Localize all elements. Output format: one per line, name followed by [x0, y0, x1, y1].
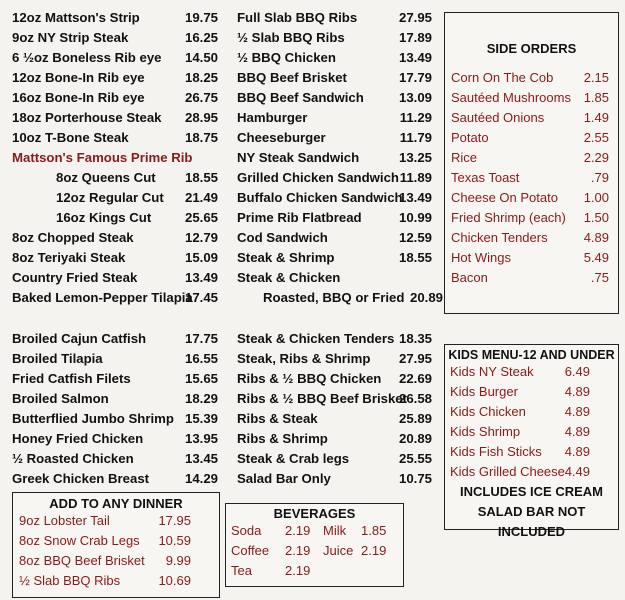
menu-item: Greek Chicken Breast 14.29 [12, 471, 218, 486]
menu-item: Country Fried Steak 13.49 [12, 270, 218, 285]
menu-item: Butterflied Jumbo Shrimp 15.39 [12, 411, 218, 426]
addon-item: 8oz Snow Crab Legs 10.59 [19, 533, 191, 548]
beverage-coffee-price: 2.19 [285, 543, 311, 558]
menu-item: 8oz Teriyaki Steak 15.09 [12, 250, 218, 265]
side-item: Bacon .75 [451, 270, 609, 285]
beverage-juice: Juice [323, 543, 354, 558]
side-orders-box [444, 12, 619, 314]
kids-note-salad-bar: SALAD BAR NOT INCLUDED [477, 504, 586, 539]
menu-item: NY Steak Sandwich 13.25 [237, 150, 432, 165]
menu-item: Steak, Ribs & Shrimp 27.95 [237, 351, 432, 366]
side-item: Corn On The Cob 2.15 [451, 70, 609, 85]
menu-item: 12oz Bone-In Rib eye 18.25 [12, 70, 218, 85]
menu-item: 8oz Queens Cut 18.55 [56, 170, 218, 185]
menu-item: ½ BBQ Chicken 13.49 [237, 50, 432, 65]
menu-item: ½ Slab BBQ Ribs 17.89 [237, 30, 432, 45]
beverage-milk-price: 1.85 [361, 523, 387, 538]
side-item: Potato 2.55 [451, 130, 609, 145]
kids-item: Kids Grilled Cheese 4.49 [450, 464, 590, 479]
menu-item-name: Steak & Chicken [237, 270, 341, 285]
menu-item: Broiled Tilapia 16.55 [12, 351, 218, 366]
menu-item: 12oz Regular Cut 21.49 [56, 190, 218, 205]
column-2 [237, 8, 432, 288]
side-item: Sautéed Onions 1.49 [451, 110, 609, 125]
menu-item: 10oz T-Bone Steak 18.75 [12, 130, 218, 145]
side-item: Rice 2.29 [451, 150, 609, 165]
steak-chicken-detail [263, 288, 443, 308]
menu-item: Steak & Crab legs 25.55 [237, 451, 432, 466]
column-2-bottom [237, 329, 432, 489]
menu-item: Baked Lemon-Pepper Tilapia 17.45 [12, 290, 218, 305]
side-item: Texas Toast .79 [451, 170, 609, 185]
menu-item: Ribs & ½ BBQ Chicken 22.69 [237, 371, 432, 386]
beverages-title: BEVERAGES [273, 506, 356, 521]
menu-item: Broiled Cajun Catfish 17.75 [12, 331, 218, 346]
side-item: Cheese On Potato 1.00 [451, 190, 609, 205]
side-item: Fried Shrimp (each) 1.50 [451, 210, 609, 225]
kids-item: Kids NY Steak 6.49 [450, 364, 590, 379]
menu-item: Hamburger 11.29 [237, 110, 432, 125]
beverage-coffee: Coffee [231, 543, 270, 558]
kids-note-ice-cream: INCLUDES ICE CREAM [459, 484, 603, 499]
steak-list [12, 8, 218, 148]
menu-item: Ribs & ½ BBQ Beef Brisket 26.58 [237, 391, 432, 406]
side-item: Sautéed Mushrooms 1.85 [451, 90, 609, 105]
menu-item: Fried Catfish Filets 15.65 [12, 371, 218, 386]
menu-item: Steak & Chicken Tenders 18.35 [237, 331, 432, 346]
menu-item: Ribs & Shrimp 20.89 [237, 431, 432, 446]
menu-item: 8oz Chopped Steak 12.79 [12, 230, 218, 245]
addon-item: 9oz Lobster Tail 17.95 [19, 513, 191, 528]
menu-item: 18oz Porterhouse Steak 28.95 [12, 110, 218, 125]
kids-menu-title: KIDS MENU-12 AND UNDER [448, 348, 615, 362]
menu-item: Steak & Shrimp 18.55 [237, 250, 432, 265]
beverages-box [225, 503, 404, 587]
menu-item: Cheeseburger 11.79 [237, 130, 432, 145]
menu-item: Cod Sandwich 12.59 [237, 230, 432, 245]
kids-item: Kids Burger 4.89 [450, 384, 590, 399]
menu-item: Prime Rib Flatbread 10.99 [237, 210, 432, 225]
menu-item: Grilled Chicken Sandwich 11.89 [237, 170, 432, 185]
menu-item: Salad Bar Only 10.75 [237, 471, 432, 486]
menu-item: Roasted, BBQ or Fried 20.89 [263, 290, 443, 305]
prime-rib-heading: Mattson's Famous Prime Rib [12, 150, 193, 165]
menu-item: 12oz Mattson's Strip 19.75 [12, 10, 218, 25]
beverage-tea-price: 2.19 [285, 563, 311, 578]
menu-item: 6 ½oz Boneless Rib eye 14.50 [12, 50, 218, 65]
menu-item: BBQ Beef Brisket 17.79 [237, 70, 432, 85]
menu-item: BBQ Beef Sandwich 13.09 [237, 90, 432, 105]
add-to-dinner-box [12, 492, 220, 598]
kids-item: Kids Shrimp 4.89 [450, 424, 590, 439]
menu-item: Buffalo Chicken Sandwich 13.49 [237, 190, 432, 205]
menu-item: 16oz Kings Cut 25.65 [56, 210, 218, 225]
menu-item: 9oz NY Strip Steak 16.25 [12, 30, 218, 45]
addon-item: ½ Slab BBQ Ribs 10.69 [19, 573, 191, 588]
menu-item: Broiled Salmon 18.29 [12, 391, 218, 406]
menu-item: Full Slab BBQ Ribs 27.95 [237, 10, 432, 25]
column-1 [12, 8, 218, 308]
add-to-dinner-title: ADD TO ANY DINNER [49, 496, 183, 511]
menu-item: 16oz Bone-In Rib eye 26.75 [12, 90, 218, 105]
misc-list [12, 228, 218, 308]
beverage-soda-price: 2.19 [285, 523, 311, 538]
kids-item: Kids Chicken 4.89 [450, 404, 590, 419]
beverage-milk: Milk [323, 523, 347, 538]
side-item: Hot Wings 5.49 [451, 250, 609, 265]
beverage-soda: Soda [231, 523, 262, 538]
prime-rib-list [12, 168, 218, 228]
side-orders-title: SIDE ORDERS [486, 41, 577, 56]
kids-item: Kids Fish Sticks 4.89 [450, 444, 590, 459]
menu-item: Ribs & Steak 25.89 [237, 411, 432, 426]
beverage-juice-price: 2.19 [361, 543, 387, 558]
menu-item: ½ Roasted Chicken 13.45 [12, 451, 218, 466]
column-1-bottom [12, 329, 218, 489]
side-item: Chicken Tenders 4.89 [451, 230, 609, 245]
menu-item: Honey Fried Chicken 13.95 [12, 431, 218, 446]
kids-menu-box [444, 344, 619, 539]
beverage-tea: Tea [231, 563, 252, 578]
addon-item: 8oz BBQ Beef Brisket 9.99 [19, 553, 191, 568]
